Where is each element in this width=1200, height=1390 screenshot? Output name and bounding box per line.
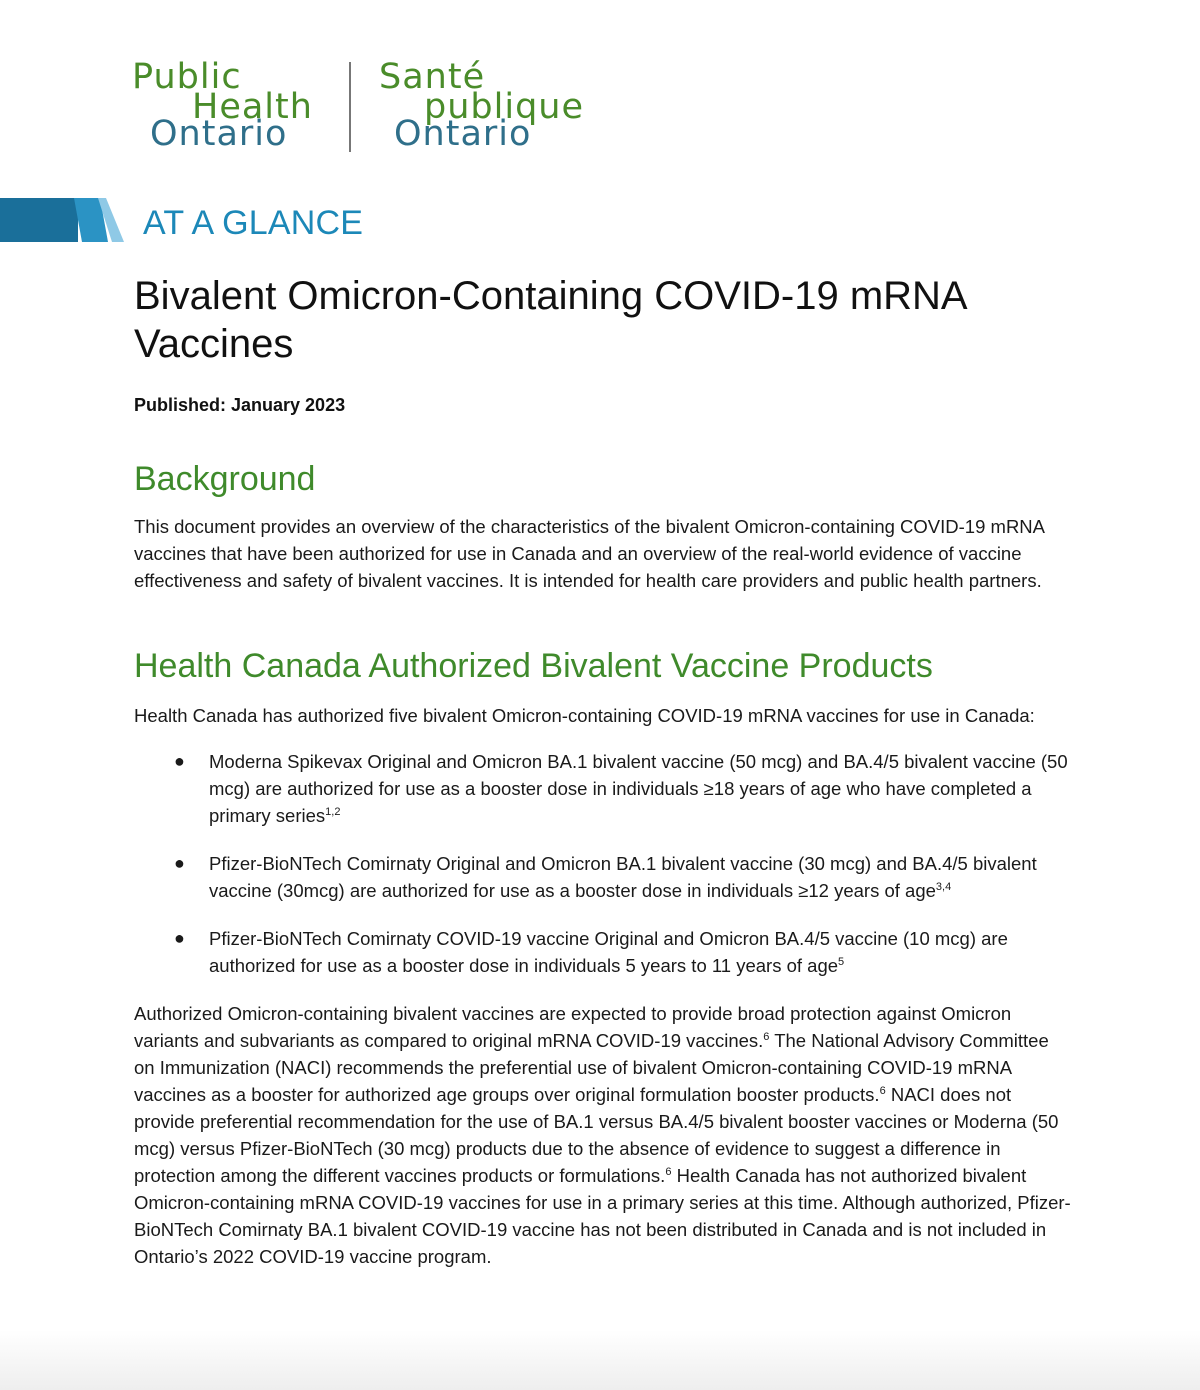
list-item-text: Pfizer-BioNTech Comirnaty Original and Omicron BA.1 bivalent vaccine (30 mcg) and BA.4/5 bivalent vaccine (30mcg) are authorized for use as a booster dose in individuals ≥12 years of age xyxy=(209,853,1037,901)
list-item-text: Pfizer-BioNTech Comirnaty COVID-19 vaccine Original and Omicron BA.4/5 vaccine (10 mcg) are authorized for use as a booster dose in individuals 5 years to 11 years of age xyxy=(209,928,1008,976)
authorized-products-heading: Health Canada Authorized Bivalent Vaccine Products xyxy=(134,647,933,685)
paragraph-text: Health Canada has not authorized bivalent Omicron-containing mRNA COVID-19 vaccines for use in a primary series at this time. Although authorized, Pfizer-BioNTech Comirnaty BA.1 bivalent COVID-19 vaccine has not been distributed in Canada and is not included in Ontario’s 2022 COVID-19 vaccine program. xyxy=(134,1165,1071,1267)
section-banner-bar xyxy=(0,198,125,242)
reference-superscript: 6 xyxy=(665,1166,672,1178)
paragraph-text: Authorized Omicron-containing bivalent vaccines are expected to provide broad protection against Omicron variants and subvariants as compared to original mRNA COVID-19 vaccines. xyxy=(134,1003,1012,1051)
logo-en-word-1: Public xyxy=(132,57,242,97)
organization-logo xyxy=(132,57,592,156)
authorized-paragraph xyxy=(134,1000,1074,1270)
background-paragraph: This document provides an overview of the characteristics of the bivalent Omicron-containing COVID-19 mRNA vaccines that have been authorized for use in Canada and an overview of the real-world evidence of vaccine effectiveness and safety of bivalent vaccines. It is intended for health care providers and public health partners. xyxy=(134,516,1044,591)
reference-superscript: 6 xyxy=(763,1031,770,1043)
logo-en-word-3: Ontario xyxy=(150,114,288,154)
logo-en-word-2: Health xyxy=(192,87,313,127)
list-item xyxy=(134,748,1094,829)
list-item-text: Moderna Spikevax Original and Omicron BA.1 bivalent vaccine (50 mcg) and BA.4/5 bivalent vaccine (50 mcg) are authorized for use as a booster dose in individuals ≥18 years of age who have completed a primary series xyxy=(209,751,1068,826)
reference-superscript: 6 xyxy=(879,1085,886,1097)
reference-superscript: 3,4 xyxy=(935,881,952,893)
logo-divider xyxy=(349,62,351,152)
published-date: Published: January 2023 xyxy=(134,395,346,415)
paragraph-text: The National Advisory Committee on Immunization (NACI) recommends the preferential use of bivalent Omicron-containing COVID-19 mRNA vaccines as a booster for authorized age groups over original formulation booster products. xyxy=(134,1030,1049,1105)
logo-fr-word-3: Ontario xyxy=(394,114,532,154)
reference-superscript: 1,2 xyxy=(325,806,341,818)
document-title: Bivalent Omicron-Containing COVID-19 mRNA Vaccines xyxy=(134,274,966,366)
reference-superscript: 5 xyxy=(838,956,845,968)
background-heading: Background xyxy=(134,460,316,498)
page-bottom-shadow xyxy=(0,1330,1200,1390)
list-item xyxy=(134,850,1094,904)
paragraph-text: NACI does not provide preferential recommendation for the use of BA.1 versus BA.4/5 bivalent booster vaccines or Moderna (50 mcg) versus Pfizer-BioNTech (30 mcg) products due to the absence of evidence to suggest a difference in protection among the different vaccines products or formulations. xyxy=(134,1084,1059,1186)
logo-fr-word-2: publique xyxy=(424,87,584,127)
logo-fr-word-1: Santé xyxy=(379,57,486,97)
bullet-icon: ● xyxy=(174,928,185,948)
vaccine-product-list xyxy=(134,748,1094,1000)
bullet-icon: ● xyxy=(174,853,185,873)
authorized-intro: Health Canada has authorized five bivalent Omicron-containing COVID-19 mRNA vaccines for use in Canada: xyxy=(134,705,1035,726)
bullet-icon: ● xyxy=(174,751,185,771)
list-item xyxy=(134,925,1094,979)
section-tag: AT A GLANCE xyxy=(143,204,364,242)
